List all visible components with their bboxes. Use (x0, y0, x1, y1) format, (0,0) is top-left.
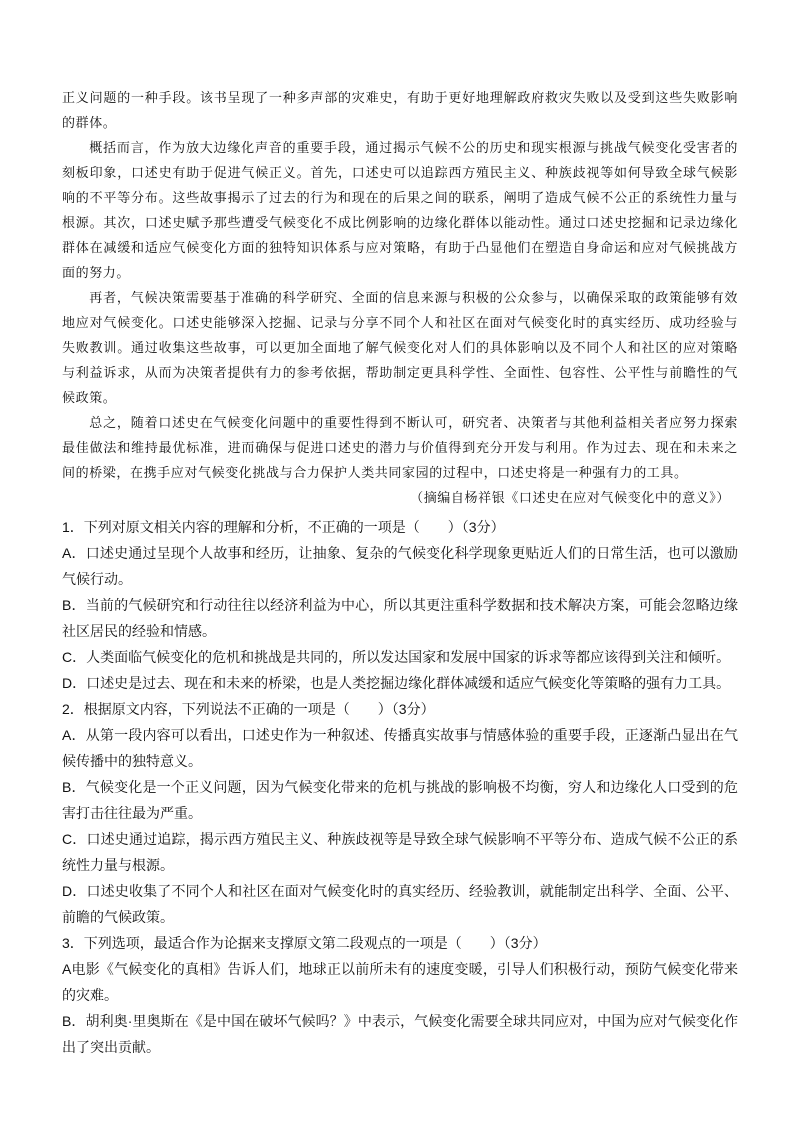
option-d: D．口述史收集了不同个人和社区在面对气候变化时的真实经历、经验教训，就能制定出科学、全面、公平、前瞻的气候政策。 (62, 883, 738, 925)
option-a: A．从第一段内容可以看出，口述史作为一种叙述、传播真实故事与情感体验的重要手段，正逐渐凸显出在气候传播中的独特意义。 (62, 727, 738, 769)
passage-paragraph-2: 概括而言，作为放大边缘化声音的重要手段，通过揭示气候不公的历史和现实根源与挑战气候变化受害者的刻板印象，口述史有助于促进气候正义。首先，口述史可以追踪西方殖民主义、种族歧视等如何导致全球气候影响的不平等分布。这些故事揭示了过去的行为和现在的后果之间的联系，阐明了造成气候不公正的系统性力量与根源。其次，口述史赋予那些遭受气候变化不成比例影响的边缘化群体以能动性。通过口述史挖掘和记录边缘化群体在减缓和适应气候变化方面的独特知识体系与应对策略，有助于凸显他们在塑造自身命运和应对气候挑战方面的努力。 (62, 141, 738, 281)
option-a: A电影《气候变化的真相》告诉人们，地球正以前所未有的速度变暖，引导人们积极行动，预防气候变化带来的灾难。 (62, 961, 738, 1003)
question-1 (62, 514, 738, 696)
option-d: D．口述史是过去、现在和未来的桥梁，也是人类挖掘边缘化群体减缓和适应气候变化等策略的强有力工具。 (62, 675, 731, 691)
question-stem: 1．下列对原文相关内容的理解和分析，不正确的一项是（ ）（3分） (62, 519, 505, 535)
question-list (62, 514, 738, 1060)
question-stem: 2．根据原文内容，下列说法不正确的一项是（ ）（3分） (62, 701, 435, 717)
passage-paragraph-continued: 正义问题的一种手段。该书呈现了一种多声部的灾难史，有助于更好地理解政府救灾失败以及受到这些失败影响的群体。 (62, 91, 738, 131)
question-3 (62, 930, 738, 1060)
option-c: C．人类面临气候变化的危机和挑战是共同的，所以发达国家和发展中国家的诉求等都应该得到关注和倾听。 (62, 649, 731, 665)
reading-passage (62, 86, 738, 511)
exam-page (62, 86, 738, 1060)
option-b: B．胡利奥·里奥斯在《是中国在破坏气候吗？》中表示，气候变化需要全球共同应对，中国为应对气候变化作出了突出贡献。 (62, 1013, 738, 1055)
question-2 (62, 696, 738, 930)
option-a: A．口述史通过呈现个人故事和经历，让抽象、复杂的气候变化科学现象更贴近人们的日常生活，也可以激励气候行动。 (62, 545, 738, 587)
option-b: B．当前的气候研究和行动往往以经济利益为中心，所以其更注重科学数据和技术解决方案，可能会忽略边缘社区居民的经验和情感。 (62, 597, 738, 639)
question-stem: 3．下列选项，最适合作为论据来支撑原文第二段观点的一项是（ ）（3分） (62, 935, 547, 951)
passage-paragraph-3: 再者，气候决策需要基于准确的科学研究、全面的信息来源与积极的公众参与，以确保采取的政策能够有效地应对气候变化。口述史能够深入挖掘、记录与分享不同个人和社区在面对气候变化时的真实经历、成功经验与失败教训。通过收集这些故事，可以更加全面地了解气候变化对人们的具体影响以及不同个人和社区的应对策略与利益诉求，从而为决策者提供有力的参考依据，帮助制定更具科学性、全面性、包容性、公平性与前瞻性的气候政策。 (62, 291, 738, 406)
option-c: C．口述史通过追踪，揭示西方殖民主义、种族歧视等是导致全球气候影响不平等分布、造成气候不公正的系统性力量与根源。 (62, 831, 738, 873)
option-b: B．气候变化是一个正义问题，因为气候变化带来的危机与挑战的影响极不均衡，穷人和边缘化人口受到的危害打击往往最为严重。 (62, 779, 738, 821)
passage-paragraph-4: 总之，随着口述史在气候变化问题中的重要性得到不断认可，研究者、决策者与其他利益相关者应努力探索最佳做法和维持最优标准，进而确保与促进口述史的潜力与价值得到充分开发与利用。作为过去、现在和未来之间的桥梁，在携手应对气候变化挑战与合力保护人类共同家园的过程中，口述史将是一种强有力的工具。 (62, 416, 738, 481)
passage-source: （摘编自杨祥银《口述史在应对气候变化中的意义》） (410, 491, 730, 506)
